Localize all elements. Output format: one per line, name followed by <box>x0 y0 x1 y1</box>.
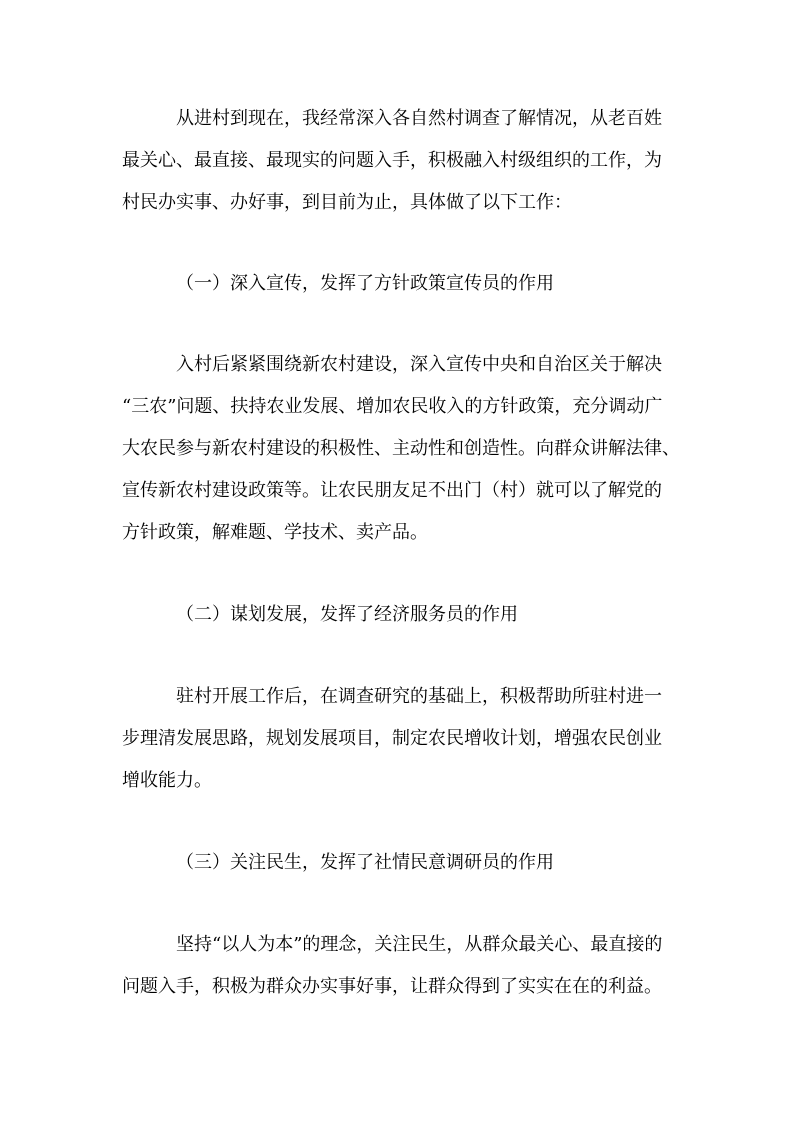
paragraph-2-line-1: 入村后紧紧围绕新农村建设，深入宣传中央和自治区关于解决 <box>176 354 662 375</box>
paragraph-2-line-5: 方针政策，解难题、学技术、卖产品。 <box>122 522 428 543</box>
paragraph-3-line-1: 驻村开展工作后，在调查研究的基础上，积极帮助所驻村进一 <box>176 686 662 707</box>
paragraph-1-line-1: 从进村到现在，我经常深入各自然村调查了解情况，从老百姓 <box>176 108 662 129</box>
paragraph-2-line-2: “三农”问题、扶持农业发展、增加农民收入的方针政策，充分调动广 <box>122 396 663 417</box>
paragraph-1-line-2: 最关心、最直接、最现实的问题入手，积极融入村级组织的工作，为 <box>122 150 662 171</box>
paragraph-2-line-3: 大农民参与新农村建设的积极性、主动性和创造性。向群众讲解法律、 <box>122 438 680 459</box>
paragraph-4-line-1: 坚持“以人为本”的理念，关注民生，从群众最关心、最直接的 <box>176 934 663 955</box>
section-heading-3: （三）关注民生，发挥了社情民意调研员的作用 <box>176 852 554 873</box>
paragraph-4-line-2: 问题入手，积极为群众办实事好事，让群众得到了实实在在的利益。 <box>122 976 662 997</box>
paragraph-2-line-4: 宣传新农村建设政策等。让农民朋友足不出门（村）就可以了解党的 <box>122 480 662 501</box>
section-heading-1: （一）深入宣传，发挥了方针政策宣传员的作用 <box>176 273 554 294</box>
paragraph-3-line-3: 增收能力。 <box>122 770 212 791</box>
section-heading-2: （二）谋划发展，发挥了经济服务员的作用 <box>176 604 518 625</box>
paragraph-1-line-3: 村民办实事、办好事，到目前为止，具体做了以下工作： <box>122 192 572 213</box>
paragraph-3-line-2: 步理清发展思路，规划发展项目，制定农民增收计划，增强农民创业 <box>122 728 662 749</box>
